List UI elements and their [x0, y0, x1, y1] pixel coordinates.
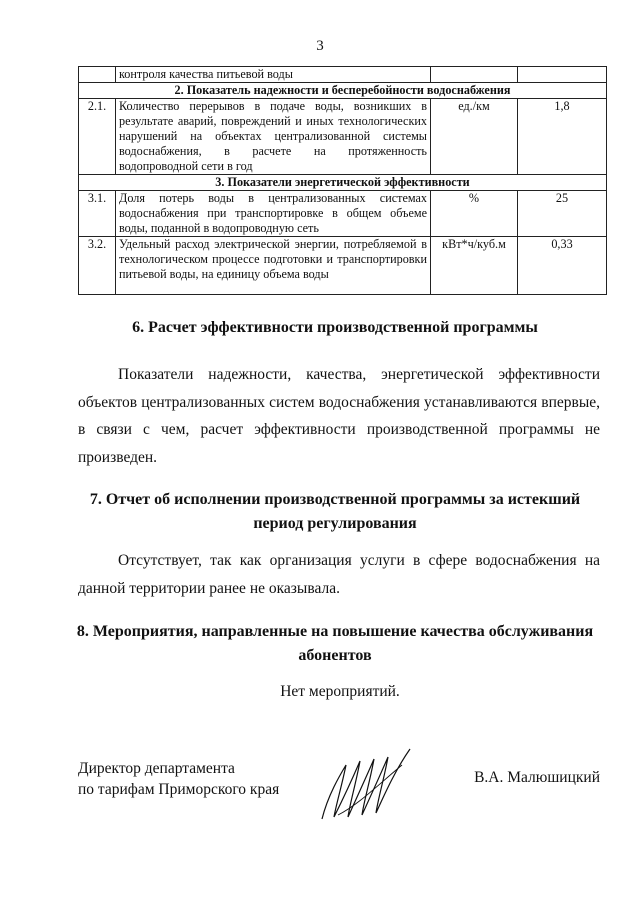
table-row [79, 99, 607, 175]
indicators-table [78, 66, 607, 295]
section-7-heading: 7. Отчет об исполнении производственной программы за истекший период регулирования [89, 491, 581, 532]
indicator-number [79, 67, 116, 83]
signatory-position [78, 758, 279, 800]
table-row [79, 67, 607, 83]
indicator-value: 25 [518, 191, 607, 237]
section-title: 2. Показатель надежности и бесперебойности водоснабжения [79, 83, 607, 99]
section-title: 3. Показатели энергетической эффективности [79, 175, 607, 191]
table-row [79, 191, 607, 237]
indicator-description: контроля качества питьевой воды [116, 67, 431, 83]
section-7-text: Отсутствует, так как организация услуги в сфере водоснабжения на данной территории ранее не оказывала. [78, 552, 600, 597]
section-6-heading: 6. Расчет эффективности производственной программы [132, 319, 538, 336]
handwritten-signature [318, 745, 414, 823]
signatory-position-line-1: Директор департамента [78, 760, 235, 777]
indicator-unit [431, 67, 518, 83]
indicator-number: 3.2. [79, 237, 116, 295]
indicator-description: Удельный расход электрической энергии, потребляемой в технологическом процессе подготовки и транспортировки питьевой воды, на единицу объема воды [116, 237, 431, 295]
indicator-value: 1,8 [518, 99, 607, 175]
section-8-heading: 8. Мероприятия, направленные на повышение качества обслуживания абонентов [76, 623, 594, 664]
section-8-text: Нет мероприятий. [280, 683, 400, 700]
indicator-value: 0,33 [518, 237, 607, 295]
indicator-number: 3.1. [79, 191, 116, 237]
table-section-row [79, 83, 607, 99]
indicator-number: 2.1. [79, 99, 116, 175]
indicators-table-body [79, 67, 607, 295]
page-number: 3 [316, 38, 324, 54]
indicator-description: Количество перерывов в подаче воды, возникших в результате аварий, повреждений и иных технологических нарушений на объектах централизованной системы водоснабжения, в расчете на протяженность водопроводной сети в год [116, 99, 431, 175]
indicator-description: Доля потерь воды в централизованных системах водоснабжения при транспортировке в общем объеме воды, поданной в водопроводную сеть [116, 191, 431, 237]
section-6-text: Показатели надежности, качества, энергетической эффективности объектов централизованных систем водоснабжения устанавливаются впервые, в связи с чем, расчет эффективности производственной программы не произведен. [78, 366, 600, 466]
indicator-value [518, 67, 607, 83]
signatory-name: В.А. Малюшицкий [474, 769, 600, 786]
indicator-unit: кВт*ч/куб.м [431, 237, 518, 295]
indicator-unit: % [431, 191, 518, 237]
indicator-unit: ед./км [431, 99, 518, 175]
table-section-row [79, 175, 607, 191]
signatory-position-line-2: по тарифам Приморского края [78, 781, 280, 798]
table-row [79, 237, 607, 295]
